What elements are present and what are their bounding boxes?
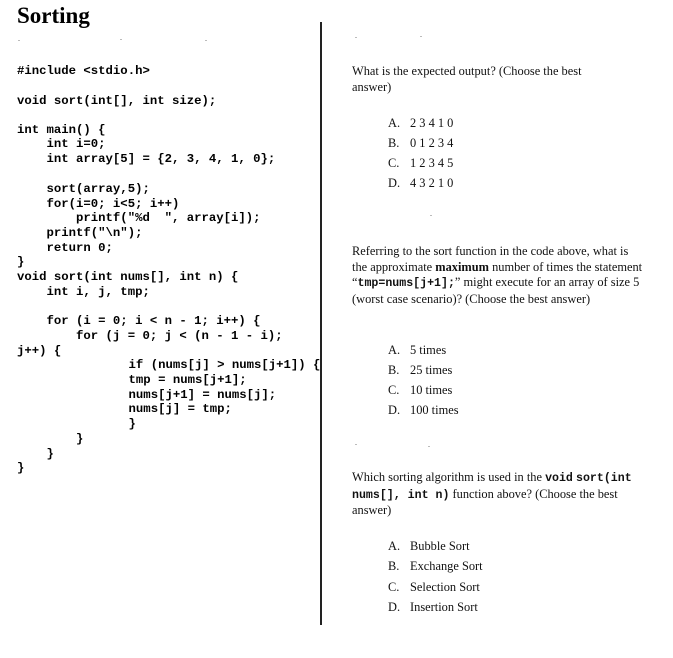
option-text: Exchange Sort [410, 559, 483, 573]
scan-speck [120, 39, 122, 40]
scan-speck [355, 37, 357, 38]
option-letter: C. [388, 383, 400, 397]
code-line: for (j = 0; j < (n - 1 - i); [17, 329, 283, 343]
scan-speck [420, 36, 422, 37]
option-letter: A. [388, 116, 401, 130]
option-letter: D. [388, 600, 401, 614]
option-text: 5 times [410, 343, 447, 357]
page-title: Sorting [17, 3, 90, 28]
question-1-option[interactable] [388, 136, 453, 151]
question-2-part: ” might execute for an array of size 5 (worst case scenario)? (Choose the best answer) [352, 275, 640, 306]
question-3-option[interactable] [388, 539, 470, 554]
option-letter: A. [388, 343, 401, 357]
code-line: nums[j] = tmp; [40, 402, 232, 416]
option-text: 0 1 2 3 4 [410, 136, 454, 150]
scan-speck [355, 444, 357, 445]
code-line: if (nums[j] > nums[j+1]) { [40, 358, 321, 372]
option-letter: D. [388, 176, 401, 190]
option-letter: C. [388, 580, 400, 594]
code-line: nums[j+1] = nums[j]; [40, 388, 277, 402]
question-3-part: function above? (Choose the best answer) [352, 486, 618, 517]
code-line: void sort(int nums[], int n) { [17, 270, 239, 284]
question-3-option[interactable] [388, 600, 478, 615]
code-line: printf("%d ", array[i]); [17, 211, 261, 225]
code-line: int i, j, tmp; [17, 285, 150, 299]
question-3-code: sort(int nums[], int n) [352, 472, 632, 502]
code-line: } [17, 432, 84, 446]
question-1-option[interactable] [388, 176, 453, 191]
scan-speck [205, 40, 207, 41]
option-letter: D. [388, 403, 401, 417]
option-text: Insertion Sort [410, 600, 478, 614]
question-1-text: What is the expected output? (Choose the best answer) [352, 64, 582, 94]
option-text: 100 times [410, 403, 459, 417]
code-line: for (i = 0; i < n - 1; i++) { [17, 314, 261, 328]
question-2-emphasis: maximum [435, 259, 489, 274]
option-text: 25 times [410, 363, 453, 377]
scan-speck [18, 40, 20, 41]
question-2-option[interactable] [388, 403, 459, 418]
code-line: sort(array,5); [17, 182, 150, 196]
option-text: 4 3 2 1 0 [410, 176, 454, 190]
code-line: } [17, 461, 25, 475]
question-3-code: void [545, 472, 573, 485]
code-line: return 0; [17, 241, 113, 255]
column-divider [320, 22, 322, 625]
option-letter: B. [388, 136, 400, 150]
code-line: int main() { [17, 123, 106, 137]
option-letter: B. [388, 363, 400, 377]
question-2-option[interactable] [388, 383, 452, 398]
question-2-option[interactable] [388, 343, 446, 358]
code-line: int array[5] = {2, 3, 4, 1, 0}; [17, 152, 276, 166]
option-text: 2 3 4 1 0 [410, 116, 454, 130]
option-text: 10 times [410, 383, 453, 397]
code-line: #include <stdio.h> [17, 64, 150, 78]
question-1-option[interactable] [388, 116, 453, 131]
option-text: Selection Sort [410, 580, 480, 594]
question-2-part: Referring to the sort function in the code above, what is the approximate [352, 244, 629, 274]
question-3-option[interactable] [388, 580, 480, 595]
question-3-part: Which sorting algorithm is used in the [352, 470, 546, 484]
option-text: 1 2 3 4 5 [410, 156, 454, 170]
code-line: int i=0; [17, 137, 106, 151]
question-2-option[interactable] [388, 363, 452, 378]
option-letter: B. [388, 559, 400, 573]
question-2-code: tmp=nums[j+1]; [357, 277, 455, 290]
option-letter: A. [388, 539, 401, 553]
question-3-option[interactable] [388, 559, 483, 574]
scan-speck [428, 446, 430, 447]
scan-speck [430, 215, 432, 216]
code-line: } [40, 417, 136, 431]
code-line: printf("\n"); [17, 226, 143, 240]
option-text: Bubble Sort [410, 539, 470, 553]
code-line: tmp = nums[j+1]; [40, 373, 247, 387]
question-2-part: number of times the statement “ [352, 259, 643, 289]
code-line: for(i=0; i<5; i++) [17, 197, 180, 211]
code-line: void sort(int[], int size); [17, 94, 217, 108]
code-line: j++) { [17, 344, 62, 358]
question-1-option[interactable] [388, 156, 453, 171]
question-2-text [352, 244, 644, 307]
option-letter: C. [388, 156, 400, 170]
question-3-text [352, 470, 637, 519]
code-line: } [17, 255, 25, 269]
code-line: } [17, 447, 54, 461]
